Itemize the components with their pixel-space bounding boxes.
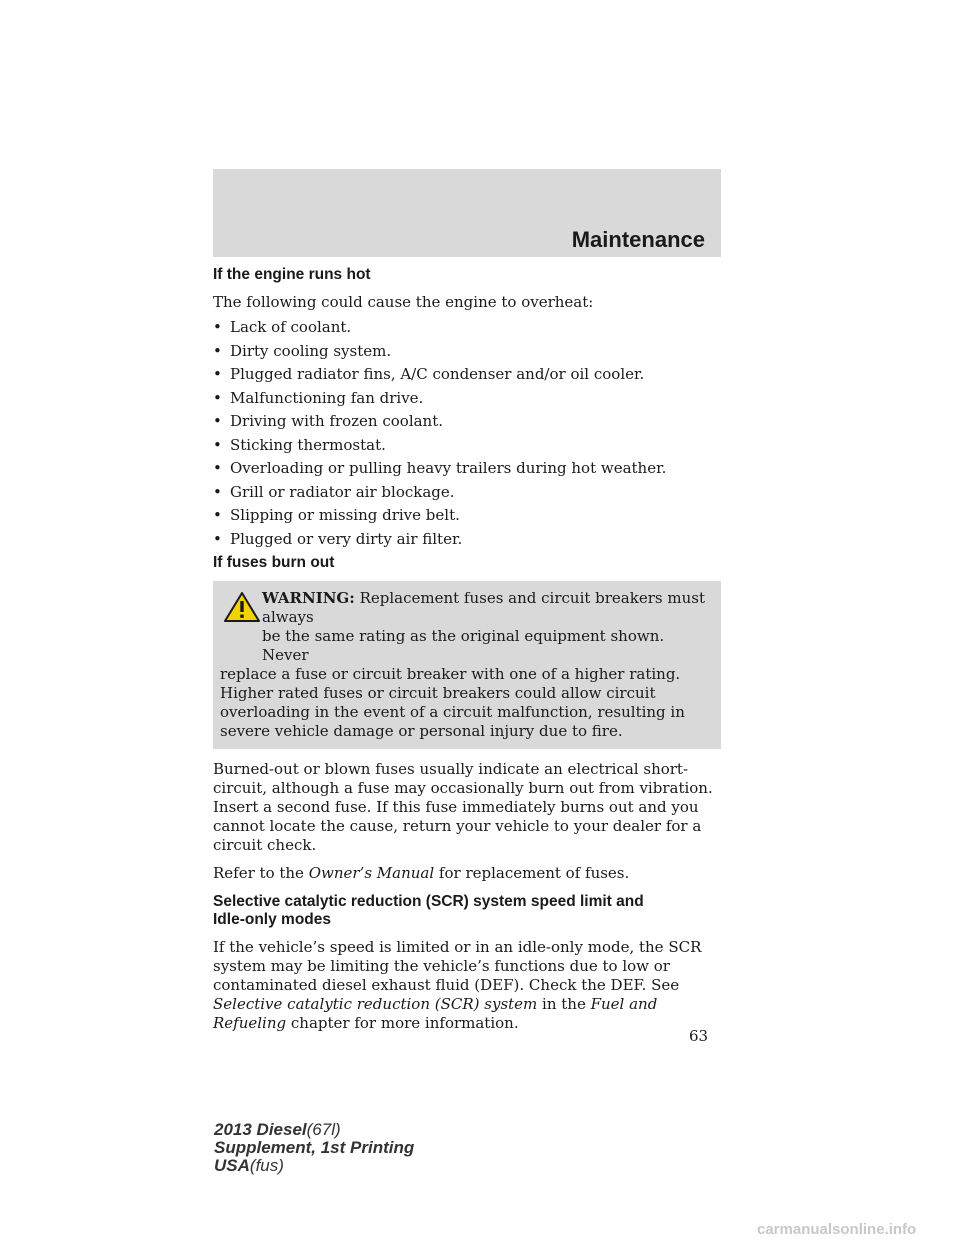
scr-text1: If the vehicle’s speed is limited or in an idle-only mode, the SCR system may be limiting the vehicle’s functions due to low or contaminated diesel exhaust fluid (DEF). Check the DEF. See xyxy=(213,937,702,994)
warning-triangle-icon xyxy=(223,591,261,623)
warning-line1: Replacement fuses and circuit breakers must always xyxy=(262,588,705,626)
bullet-glyph: • xyxy=(213,318,222,336)
overheat-intro: The following could cause the engine to overheat: xyxy=(213,293,594,311)
bullet-glyph: • xyxy=(213,435,222,454)
page-content xyxy=(213,266,721,1033)
page-number: 63 xyxy=(689,1027,709,1045)
list-item-text: Overloading or pulling heavy trailers during hot weather. xyxy=(230,459,667,477)
list-item xyxy=(213,436,721,455)
footer-line1 xyxy=(214,1121,414,1139)
watermark: carmanualsonline.info xyxy=(757,1221,917,1238)
footer-code: (67l) xyxy=(306,1120,341,1139)
scr-text2: in the xyxy=(537,994,591,1013)
footer-market: USA xyxy=(214,1156,250,1175)
footer-printing: Supplement, 1st Printing xyxy=(214,1138,415,1157)
list-item xyxy=(213,389,721,408)
scr-heading-line1: Selective catalytic reduction (SCR) system speed limit and xyxy=(213,892,644,910)
list-item-text: Plugged radiator fins, A/C condenser and/or oil cooler. xyxy=(230,365,645,383)
fuse-paragraph: Burned-out or blown fuses usually indicate an electrical short-circuit, although a fuse may occasionally burn out from vibration. Insert a second fuse. If this fuse immediately burns out and you cannot locate the cause, return your vehicle to your dealer for a circuit check. xyxy=(213,759,713,854)
list-item-text: Sticking thermostat. xyxy=(230,435,386,454)
warning-box xyxy=(213,581,721,749)
owners-manual-ref xyxy=(213,864,721,883)
footer-market-code: (fus) xyxy=(249,1156,284,1175)
list-item xyxy=(213,506,721,525)
bullet-glyph: • xyxy=(213,341,222,360)
list-item-text: Dirty cooling system. xyxy=(230,341,392,360)
scr-text3: chapter for more information. xyxy=(286,1013,519,1032)
list-item-text: Malfunctioning fan drive. xyxy=(230,388,424,407)
scr-paragraph xyxy=(213,938,721,1033)
list-item-text: Plugged or very dirty air filter. xyxy=(230,529,463,548)
footer-line2 xyxy=(214,1139,414,1157)
scr-italic1: Selective catalytic reduction (SCR) system xyxy=(213,994,538,1013)
list-item-text: Lack of coolant. xyxy=(230,318,352,336)
bullet-glyph: • xyxy=(213,412,222,430)
scr-heading-line2: Idle-only modes xyxy=(213,910,331,928)
warning-first-lines xyxy=(220,589,714,665)
list-item xyxy=(213,483,721,502)
list-item-text: Slipping or missing drive belt. xyxy=(230,506,460,524)
list-item-text: Driving with frozen coolant. xyxy=(230,412,444,430)
overheat-causes-list xyxy=(213,318,721,549)
bullet-glyph: • xyxy=(213,482,222,501)
footer-line3 xyxy=(214,1157,414,1175)
bullet-glyph: • xyxy=(213,365,222,383)
list-item-text: Grill or radiator air blockage. xyxy=(230,482,455,501)
bullet-glyph: • xyxy=(213,459,222,477)
bullet-glyph: • xyxy=(213,506,222,524)
list-item xyxy=(213,365,721,384)
print-footer xyxy=(214,1121,414,1175)
section-heading-fuses: If fuses burn out xyxy=(213,553,335,571)
warning-label: WARNING: xyxy=(262,588,355,607)
warning-rest: replace a fuse or circuit breaker with one of a higher rating. Higher rated fuses or circuit breakers could allow circuit overloading in the event of a circuit malfunction, resulting in severe vehicle damage or personal injury due to fire. xyxy=(220,664,685,740)
bullet-glyph: • xyxy=(213,388,222,407)
owners-manual-title: Owner’s Manual xyxy=(308,863,435,882)
chapter-header-band xyxy=(213,169,721,257)
section-heading-engine-hot: If the engine runs hot xyxy=(213,266,371,283)
list-item xyxy=(213,318,721,337)
chapter-title: Maintenance xyxy=(571,227,705,252)
list-item xyxy=(213,530,721,549)
ref-suffix: for replacement of fuses. xyxy=(434,863,630,882)
warning-line2: be the same rating as the original equipment shown. Never xyxy=(262,626,665,664)
section-heading-scr xyxy=(213,893,721,929)
list-item xyxy=(213,459,721,478)
footer-edition: 2013 Diesel xyxy=(214,1120,307,1139)
scr-italic2: Fuel and Refueling xyxy=(213,994,658,1032)
ref-prefix: Refer to the xyxy=(213,863,309,882)
list-item xyxy=(213,342,721,361)
bullet-glyph: • xyxy=(213,529,222,548)
list-item xyxy=(213,412,721,431)
